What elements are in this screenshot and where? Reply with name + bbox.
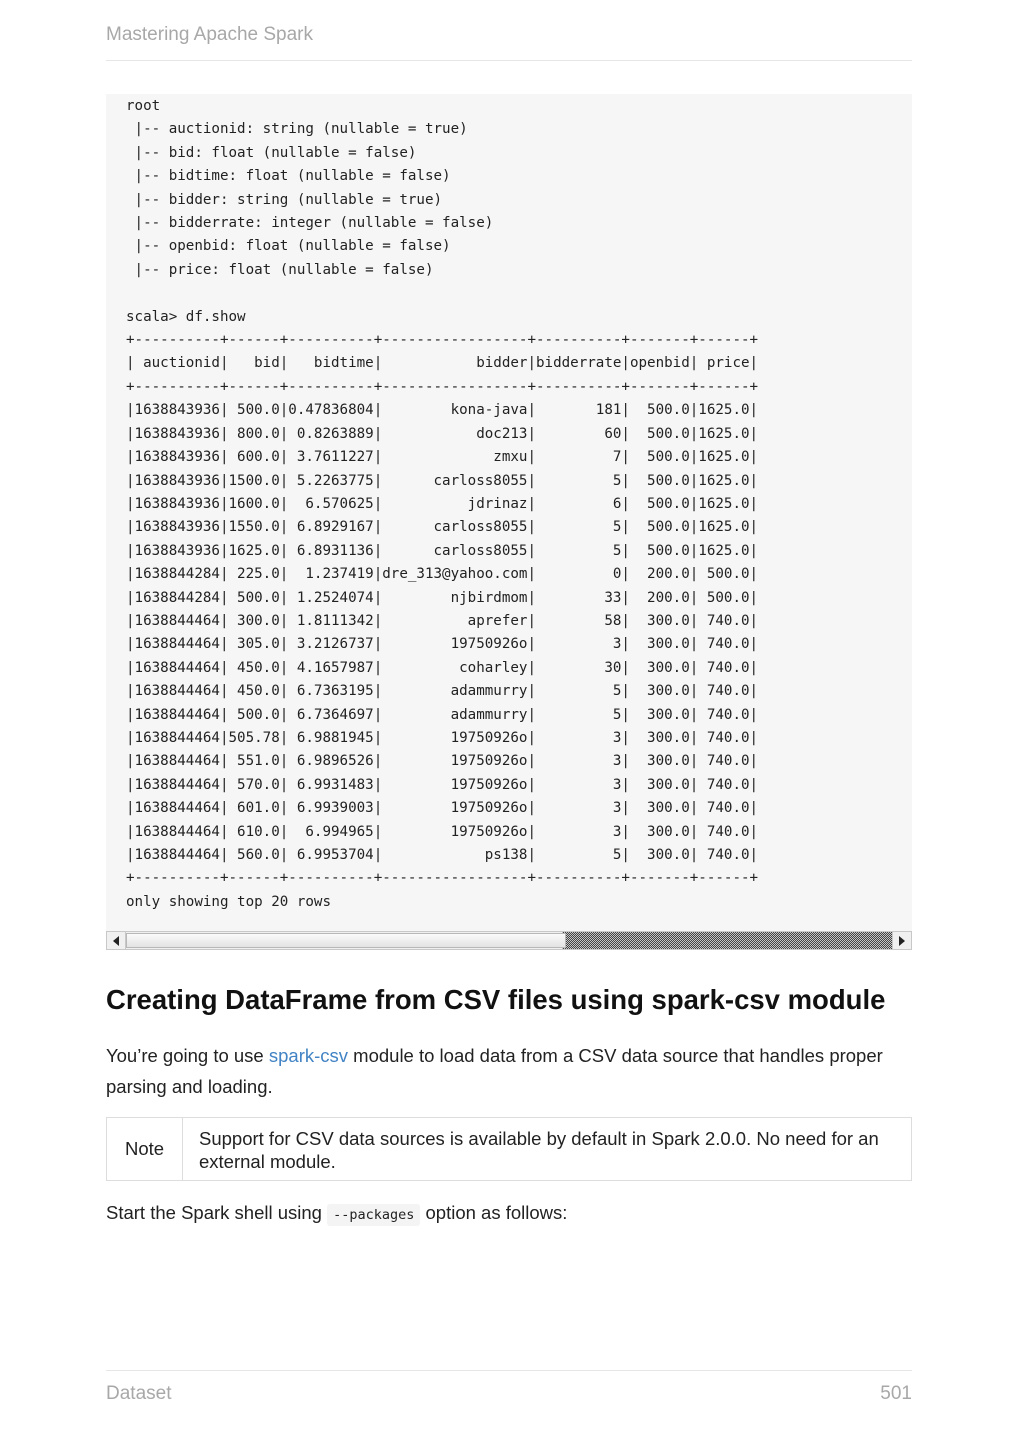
code-block bbox=[106, 94, 912, 932]
right-arrow-icon bbox=[899, 936, 905, 946]
note-text: Support for CSV data sources is available by default in Spark 2.0.0. No need for an external module. bbox=[199, 1128, 879, 1172]
packages-option-code: --packages bbox=[327, 1204, 420, 1226]
start-text-after: option as follows: bbox=[420, 1202, 568, 1223]
page-number: 501 bbox=[880, 1383, 912, 1404]
intro-text-before: You’re going to use bbox=[106, 1045, 269, 1066]
footer-chapter: Dataset bbox=[106, 1383, 172, 1404]
scrollbar-thumb[interactable] bbox=[126, 933, 566, 948]
scroll-left-button[interactable] bbox=[107, 932, 126, 949]
intro-text-after: module to load data from a CSV data source that handles proper parsing and loading. bbox=[106, 1045, 883, 1097]
note-box bbox=[106, 1117, 912, 1181]
start-paragraph bbox=[106, 1199, 912, 1229]
header-divider bbox=[106, 60, 912, 61]
scrollbar-track[interactable] bbox=[562, 932, 892, 949]
scroll-right-button[interactable] bbox=[892, 932, 911, 949]
start-text-before: Start the Spark shell using bbox=[106, 1202, 328, 1223]
spark-csv-link[interactable]: spark-csv bbox=[268, 1045, 349, 1066]
section-heading: Creating DataFrame from CSV files using spark-csv module bbox=[106, 984, 886, 1015]
footer-divider bbox=[106, 1370, 912, 1371]
code-listing: root |-- auctionid: string (nullable = true) |-- bid: float (nullable = false) |-- bidtime: float (nullable = false) |-- bidder: string (nullable = true) |-- bidderrate: integer (nullable = false) |-- openbid: float (nullable = false) |-- price: float (nullable = false) scala> df.show +----------+------+----------+-----------------+----------+-------+------+ | auctionid| bid| bidtime| bidder|bidderrate|openbid| price| +----------+------+----------+-----------------+----------+-------+------+ |1638843936| 500.0|0.47836804| kona-java| 181| 500.0|1625.0| |1638843936| 800.0| 0.8263889| doc213| 60| 500.0|1625.0| |1638843936| 600.0| 3.7611227| zmxu| 7| 500.0|1625.0| |1638843936|1500.0| 5.2263775| carloss8055| 5| 500.0|1625.0| |1638843936|1600.0| 6.570625| jdrinaz| 6| 500.0|1625.0| |1638843936|1550.0| 6.8929167| carloss8055| 5| 500.0|1625.0| |1638843936|1625.0| 6.8931136| carloss8055| 5| 500.0|1625.0| |1638844284| 225.0| 1.237419|dre_313@yahoo.com| 0| 200.0| 500.0| |1638844284| 500.0| 1.2524074| njbirdmom| 33| 200.0| 500.0| |1638844464| 300.0| 1.8111342| aprefer| 58| 300.0| 740.0| |1638844464| 305.0| 3.2126737| 19750926o| 3| 300.0| 740.0| |1638844464| 450.0| 4.1657987| coharley| 30| 300.0| 740.0| |1638844464| 450.0| 6.7363195| adammurry| 5| 300.0| 740.0| |1638844464| 500.0| 6.7364697| adammurry| 5| 300.0| 740.0| |1638844464|505.78| 6.9881945| 19750926o| 3| 300.0| 740.0| |1638844464| 551.0| 6.9896526| 19750926o| 3| 300.0| 740.0| |1638844464| 570.0| 6.9931483| 19750926o| 3| 300.0| 740.0| |1638844464| 601.0| 6.9939003| 19750926o| 3| 300.0| 740.0| |1638844464| 610.0| 6.994965| 19750926o| 3| 300.0| 740.0| |1638844464| 560.0| 6.9953704| ps138| 5| 300.0| 740.0| +----------+------+----------+-----------------+----------+-------+------+ only showing top 20 rows bbox=[126, 98, 759, 910]
intro-paragraph bbox=[106, 1040, 912, 1102]
note-label: Note bbox=[107, 1118, 183, 1180]
horizontal-scrollbar[interactable] bbox=[106, 931, 912, 950]
left-arrow-icon bbox=[113, 936, 119, 946]
running-header: Mastering Apache Spark bbox=[106, 24, 314, 45]
